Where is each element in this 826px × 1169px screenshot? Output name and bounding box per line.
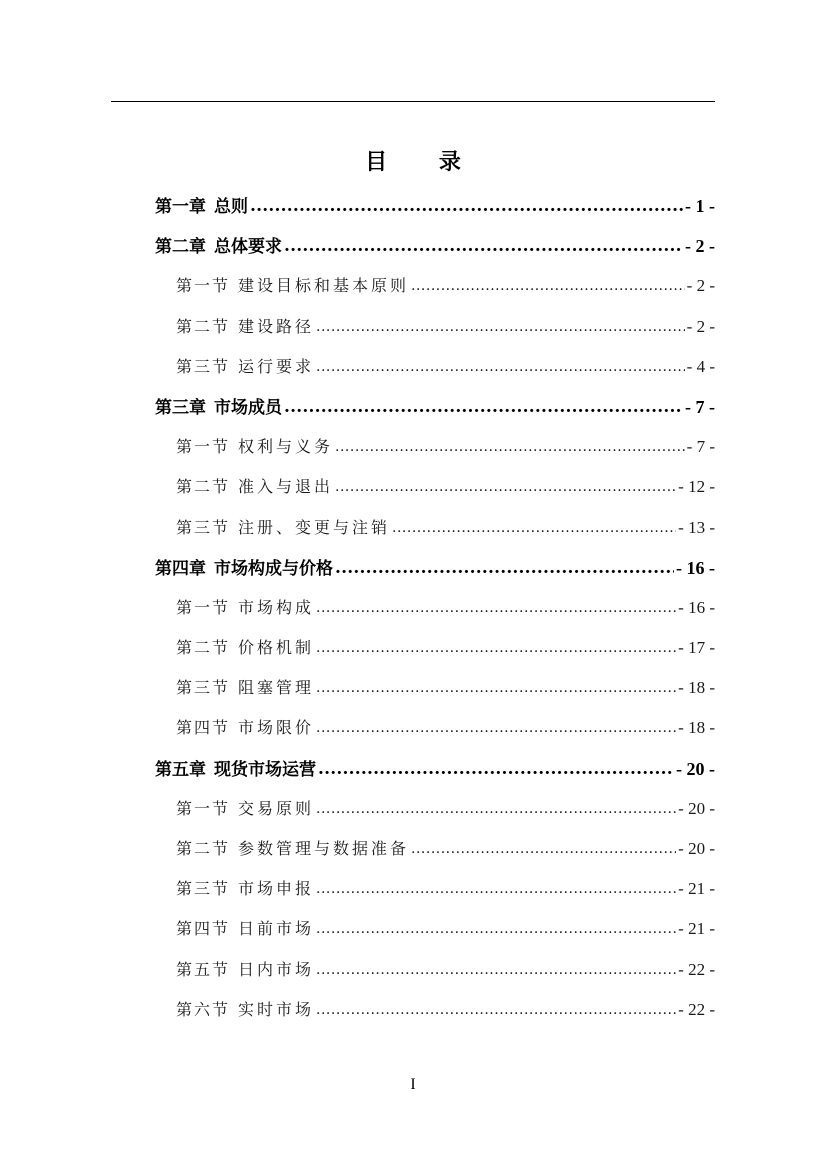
dot-leader	[316, 668, 676, 708]
toc-entry-number: 第四章	[155, 558, 206, 579]
toc-entry-page: - 20 -	[676, 758, 715, 779]
toc-entry-page: - 7 -	[685, 396, 715, 417]
toc-entry-page: - 22 -	[678, 999, 715, 1019]
toc-section-entry[interactable]	[155, 950, 715, 990]
toc-chapter-entry[interactable]	[155, 548, 715, 588]
toc-section-entry[interactable]	[155, 266, 715, 306]
toc-entry-page: - 22 -	[678, 959, 715, 979]
toc-entry-label	[155, 549, 333, 588]
toc-title: 目 录	[365, 149, 483, 175]
toc-entry-number: 第三章	[155, 397, 206, 418]
toc-entry-number: 第六节	[176, 999, 231, 1019]
toc-entry-title: 权利与义务	[238, 437, 334, 457]
toc-entry-title: 准入与退出	[238, 477, 334, 497]
toc-entry-page: - 2 -	[686, 316, 715, 336]
toc-entry-number: 第一章	[155, 197, 206, 217]
toc-entry-page: - 21 -	[678, 879, 715, 899]
toc-chapter-entry[interactable]	[155, 749, 715, 789]
dot-leader	[284, 387, 683, 427]
dot-leader	[316, 708, 676, 748]
dot-leader	[316, 789, 676, 829]
toc-section-entry[interactable]	[155, 869, 715, 909]
toc-section-entry[interactable]	[155, 508, 715, 548]
toc-entry-title: 总则	[214, 197, 248, 217]
toc-entry-page: - 16 -	[676, 557, 715, 578]
dot-leader	[335, 467, 676, 507]
toc-entry-label	[176, 266, 409, 306]
toc-entry-number: 第二章	[155, 237, 206, 258]
toc-section-entry[interactable]	[155, 668, 715, 708]
toc-entry-title: 注册、变更与注销	[238, 517, 391, 537]
toc-entry-page: - 2 -	[686, 276, 715, 296]
toc-entry-label	[176, 307, 314, 347]
toc-entry-title: 市场限价	[238, 718, 315, 738]
dot-leader	[284, 226, 683, 266]
toc-section-entry[interactable]	[155, 588, 715, 628]
toc-entry-title: 参数管理与数据准备	[238, 839, 410, 858]
toc-entry-label	[176, 628, 314, 668]
toc-entry-title: 日前市场	[238, 919, 315, 939]
dot-leader	[411, 829, 676, 869]
toc-entry-title: 现货市场运营	[214, 759, 316, 780]
dot-leader	[392, 508, 676, 548]
dot-leader	[316, 909, 676, 949]
toc-section-entry[interactable]	[155, 789, 715, 829]
toc-entry-title: 建设路径	[238, 316, 315, 336]
toc-entry-number: 第三节	[176, 879, 231, 899]
toc-entry-number: 第二节	[176, 839, 231, 858]
toc-entry-page: - 16 -	[678, 597, 715, 617]
toc-entry-page: - 20 -	[678, 839, 715, 858]
toc-entry-label	[176, 789, 314, 829]
toc-entry-title: 价格机制	[238, 638, 315, 658]
toc-entry-number: 第五节	[176, 959, 231, 979]
toc-section-entry[interactable]	[155, 628, 715, 668]
toc-entry-number: 第四节	[176, 919, 231, 939]
dot-leader	[316, 869, 676, 909]
toc-entry-page: - 17 -	[678, 638, 715, 658]
toc-entry-title: 实时市场	[238, 999, 315, 1019]
toc-entry-page: - 1 -	[685, 196, 715, 216]
toc-entry-page: - 18 -	[678, 678, 715, 698]
toc-section-entry[interactable]	[155, 990, 715, 1030]
toc-section-entry[interactable]	[155, 347, 715, 387]
toc-entry-label	[176, 508, 390, 548]
toc-entry-title: 市场构成	[238, 597, 315, 617]
toc-entry-label	[155, 227, 282, 266]
toc-entry-label	[155, 388, 282, 427]
dot-leader	[316, 990, 676, 1030]
toc-chapter-entry[interactable]	[155, 226, 715, 266]
dot-leader	[318, 749, 674, 789]
toc-entry-title: 市场构成与价格	[214, 558, 333, 579]
toc-entry-number: 第二节	[176, 477, 231, 497]
toc-entry-label	[176, 427, 333, 467]
toc-entry-title: 日内市场	[238, 959, 315, 979]
toc-entry-label	[176, 829, 409, 869]
toc-entry-label	[176, 708, 314, 748]
toc-entry-number: 第五章	[155, 759, 206, 780]
toc-entry-number: 第四节	[176, 718, 231, 738]
toc-entry-title: 交易原则	[238, 798, 315, 818]
toc-section-entry[interactable]	[155, 708, 715, 748]
toc-entry-page: - 18 -	[678, 718, 715, 738]
toc-entry-page: - 13 -	[678, 517, 715, 537]
toc-entry-title: 市场成员	[214, 397, 282, 418]
dot-leader	[316, 628, 676, 668]
toc-chapter-entry[interactable]	[155, 186, 715, 226]
table-of-contents	[155, 186, 715, 1030]
toc-entry-page: - 7 -	[686, 437, 715, 457]
toc-section-entry[interactable]	[155, 467, 715, 507]
toc-entry-page: - 20 -	[678, 798, 715, 818]
toc-entry-label	[176, 990, 314, 1030]
toc-entry-number: 第一节	[176, 276, 231, 296]
toc-entry-page: - 21 -	[678, 919, 715, 939]
toc-entry-title: 建设目标和基本原则	[238, 276, 410, 296]
dot-leader	[335, 427, 685, 467]
toc-entry-title: 运行要求	[238, 356, 315, 376]
toc-entry-number: 第三节	[176, 678, 231, 698]
toc-entry-page: - 2 -	[685, 236, 715, 257]
dot-leader	[250, 186, 683, 226]
dot-leader	[316, 347, 685, 387]
toc-entry-label	[176, 467, 333, 507]
toc-entry-page: - 12 -	[678, 477, 715, 497]
toc-entry-label	[176, 869, 314, 909]
toc-entry-label	[155, 187, 248, 226]
toc-entry-page: - 4 -	[686, 356, 715, 376]
page-number: I	[410, 1076, 416, 1093]
toc-chapter-entry[interactable]	[155, 387, 715, 427]
toc-entry-label	[176, 909, 314, 949]
dot-leader	[316, 588, 676, 628]
toc-entry-number: 第三节	[176, 356, 231, 376]
toc-section-entry[interactable]	[155, 829, 715, 869]
toc-entry-label	[155, 750, 316, 789]
toc-entry-number: 第二节	[176, 316, 231, 336]
toc-entry-label	[176, 347, 314, 387]
toc-section-entry[interactable]	[155, 909, 715, 949]
dot-leader	[316, 950, 676, 990]
dot-leader	[335, 548, 674, 588]
toc-section-entry[interactable]	[155, 307, 715, 347]
dot-leader	[316, 307, 685, 347]
toc-entry-title: 总体要求	[214, 237, 282, 258]
toc-entry-number: 第一节	[176, 437, 231, 457]
toc-entry-label	[176, 950, 314, 990]
toc-entry-number: 第一节	[176, 798, 231, 818]
header-rule	[111, 101, 715, 102]
toc-entry-number: 第一节	[176, 597, 231, 617]
toc-entry-title: 阻塞管理	[238, 678, 315, 698]
dot-leader	[411, 266, 685, 306]
toc-section-entry[interactable]	[155, 427, 715, 467]
toc-entry-number: 第二节	[176, 638, 231, 658]
toc-entry-title: 市场申报	[238, 879, 315, 899]
toc-entry-label	[176, 668, 314, 708]
toc-entry-label	[176, 588, 314, 628]
toc-entry-number: 第三节	[176, 517, 231, 537]
